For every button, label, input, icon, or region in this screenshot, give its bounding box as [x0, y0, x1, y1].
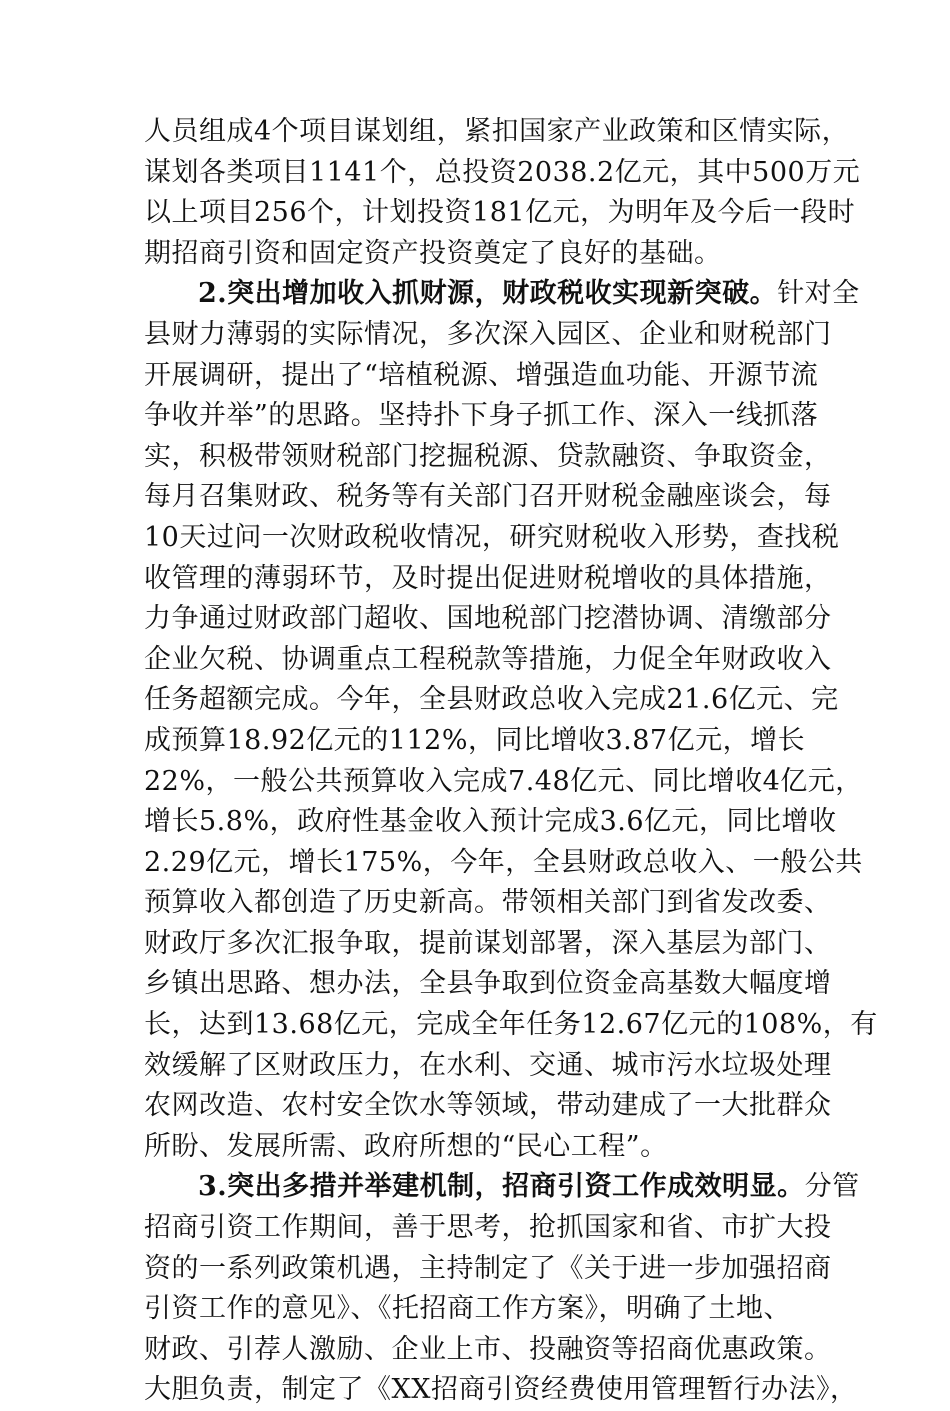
- text-line: 增长5.8%，政府性基金收入预计完成3.6亿元，同比增收: [144, 806, 837, 838]
- text-line: 引资工作的意见》、《托招商工作方案》，明确了土地、: [144, 1293, 791, 1325]
- text-line: 开展调研，提出了“培植税源、增强造血功能、开源节流: [144, 359, 819, 391]
- text-line: 长，达到13.68亿元，完成全年任务12.67亿元的108%，有: [144, 1009, 878, 1041]
- paragraph-2: [144, 274, 878, 1167]
- text-line: 企业欠税、协调重点工程税款等措施，力促全年财政收入: [144, 643, 832, 675]
- text-line: 期招商引资和固定资产投资奠定了良好的基础。: [144, 237, 722, 269]
- text-line: 成预算18.92亿元的112%，同比增收3.87亿元，增长: [144, 724, 806, 756]
- text-line: 农网改造、农村安全饮水等领域，带动建成了一大批群众: [144, 1090, 832, 1122]
- section-heading: 3.突出多措并举建机制，招商引资工作成效明显。: [198, 1171, 805, 1203]
- text-line: 县财力薄弱的实际情况，多次深入园区、企业和财税部门: [144, 318, 832, 350]
- text-line: 所盼、发展所需、政府所想的“民心工程”。: [144, 1130, 668, 1162]
- text-line: 收管理的薄弱环节，及时提出促进财税增收的具体措施，: [144, 562, 832, 594]
- text-line: 乡镇出思路、想办法，全县争取到位资金高基数大幅度增: [144, 968, 832, 1000]
- text-line: 效缓解了区财政压力，在水利、交通、城市污水垃圾处理: [144, 1049, 832, 1081]
- text-line: 招商引资工作期间，善于思考，抢抓国家和省、市扩大投: [144, 1212, 832, 1244]
- text-line: 谋划各类项目1141个，总投资2038.2亿元，其中500万元: [144, 156, 861, 188]
- text-line: 22%，一般公共预算收入完成7.48亿元、同比增收4亿元，: [144, 765, 863, 797]
- paragraph-3: [144, 1167, 860, 1411]
- paragraph-1: [144, 112, 861, 274]
- text-run: 针对全: [777, 278, 860, 310]
- section-heading: 2.突出增加收入抓财源，财政税收实现新突破。: [198, 278, 778, 310]
- text-line: 每月召集财政、税务等有关部门召开财税金融座谈会，每: [144, 481, 832, 513]
- text-line: 10天过问一次财政税收情况，研究财税收入形势，查找税: [144, 521, 840, 553]
- text-line: 财政、引荐人激励、企业上市、投融资等招商优惠政策。: [144, 1333, 832, 1365]
- text-line: [144, 274, 860, 315]
- text-line: 争收并举”的思路。坚持扑下身子抓工作、深入一线抓落: [144, 400, 819, 432]
- text-line: 以上项目256个，计划投资181亿元，为明年及今后一段时: [144, 197, 856, 229]
- text-line: 力争通过财政部门超收、国地税部门挖潜协调、清缴部分: [144, 603, 832, 635]
- text-line: 2.29亿元，增长175%，今年，全县财政总收入、一般公共: [144, 846, 863, 878]
- text-run: 分管: [804, 1171, 860, 1203]
- text-line: 大胆负责，制定了《XX招商引资经费使用管理暂行办法》，: [144, 1374, 858, 1406]
- text-line: 预算收入都创造了历史新高。带领相关部门到省发改委、: [144, 887, 832, 919]
- text-line: 人员组成4个项目谋划组，紧扣国家产业政策和区情实际，: [144, 116, 850, 147]
- text-line: 财政厅多次汇报争取，提前谋划部署，深入基层为部门、: [144, 927, 832, 959]
- text-line: 实，积极带领财税部门挖掘税源、贷款融资、争取资金，: [144, 440, 832, 472]
- text-line: [144, 1167, 860, 1208]
- text-line: 资的一系列政策机遇，主持制定了《关于进一步加强招商: [144, 1252, 832, 1284]
- body-text: [144, 112, 878, 1411]
- text-line: 任务超额完成。今年，全县财政总收入完成21.6亿元、完: [144, 684, 839, 716]
